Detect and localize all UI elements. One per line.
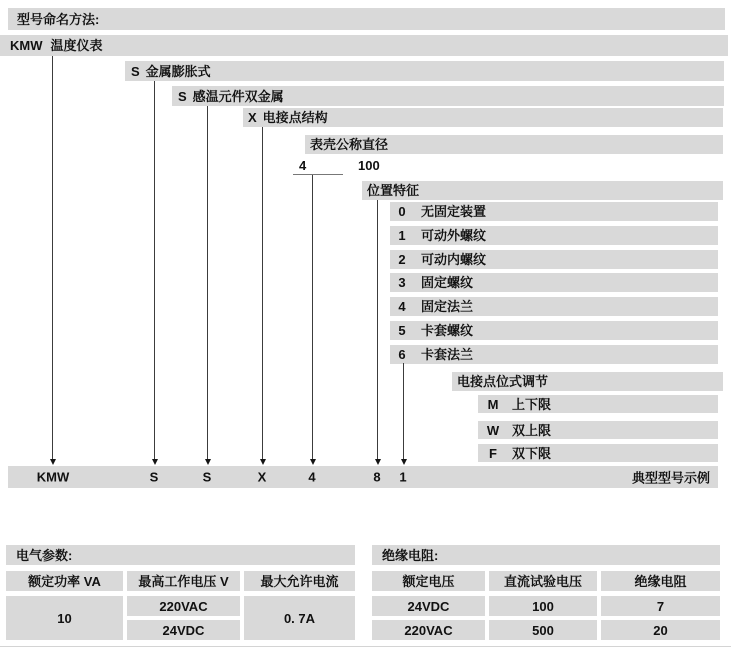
example-code-4: 4 [308,469,316,485]
diameter-tick-line [293,174,343,175]
item-code: 4 [398,299,406,314]
electrical-title-text: 电气参数: [16,547,73,563]
position-item-5 [390,321,718,340]
example-code-8: 8 [373,469,381,485]
connector-arrow-diameter [312,175,313,459]
position-item-6 [390,345,718,364]
example-code-x: X [257,469,267,485]
insulation-header-test [489,571,597,591]
item-code: F [489,445,497,461]
position-item-0 [390,202,718,221]
insulation-cell-r0c2 [601,596,720,616]
insulation-cell-r1c2 [601,620,720,640]
example-code-1: 1 [399,469,407,485]
electrical-cell-current [244,596,355,640]
diameter-header-bar [305,135,723,154]
item-label: 无固定装置 [421,204,487,219]
cell-text: 100 [532,598,554,614]
position-item-3 [390,273,718,292]
page-bottom-divider [0,646,731,647]
item-label: 上下限 [512,396,552,412]
insulation-table-title [372,545,720,565]
item-code: 5 [398,323,406,338]
cell-text: 220VAC [159,598,208,614]
position-item-4 [390,297,718,316]
level-label: 金属膨胀式 [145,63,211,79]
header-text: 额定功率 VA [28,573,101,589]
item-code: 3 [398,275,406,290]
insulation-cell-r0c0 [372,596,485,616]
example-code-s1: S [149,469,159,485]
section-title-bar [8,8,725,30]
cell-text: 220VAC [404,622,453,638]
diameter-value: 100 [358,158,380,173]
level-label: 电接点结构 [262,110,328,125]
example-caption: 典型型号示例 [631,470,710,486]
item-code: 6 [398,347,406,362]
example-model-bar [8,466,718,488]
insulation-header-resistance [601,571,720,591]
cell-text: 7 [656,598,665,614]
example-code-s2: S [202,469,212,485]
adjustment-header: 电接点位式调节 [457,374,549,389]
item-label: 可动内螺纹 [421,252,487,267]
level-code: S [131,63,140,79]
adjustment-item-m [478,395,718,413]
header-text: 直流试验电压 [503,573,582,589]
cell-text: 24VDC [407,598,450,614]
cell-text: 20 [653,622,668,638]
item-label: 卡套螺纹 [421,323,474,338]
electrical-header-voltage [127,571,240,591]
header-text: 额定电压 [402,573,455,589]
insulation-cell-r1c0 [372,620,485,640]
electrical-cell-voltage-ac [127,596,240,616]
item-code: 1 [398,228,406,243]
header-text: 最大允许电流 [260,573,339,589]
position-header-bar [362,181,723,200]
item-code: 0 [398,204,406,219]
item-code: 2 [398,252,406,267]
connector-arrow-position [377,200,378,459]
cell-text: 0. 7A [283,610,316,626]
electrical-header-current [244,571,355,591]
insulation-cell-r0c1 [489,596,597,616]
item-label: 双下限 [512,445,552,461]
level-label: 感温元件双金属 [192,88,284,104]
item-label: 可动外螺纹 [421,228,487,243]
header-text: 绝缘电阻 [634,573,687,589]
diameter-header: 表壳公称直径 [310,137,389,152]
item-label: 固定螺纹 [421,275,474,290]
level-code: X [248,110,257,125]
cell-text: 10 [57,610,72,626]
item-label: 固定法兰 [421,299,474,314]
level-code: KMW [10,38,43,53]
level-bar-s1 [125,61,724,81]
connector-arrow-position-item [403,363,404,459]
connector-arrow-s2 [207,106,208,459]
adjustment-item-w [478,421,718,439]
insulation-cell-r1c1 [489,620,597,640]
item-label: 双上限 [512,422,552,438]
electrical-cell-power [6,596,123,640]
connector-arrow-x [262,127,263,459]
electrical-cell-voltage-dc [127,620,240,640]
item-code: W [486,422,500,438]
insulation-title-text: 绝缘电阻: [382,547,439,563]
adjustment-header-bar [452,372,723,391]
position-item-1 [390,226,718,245]
level-code: S [178,88,187,104]
level-label: 温度仪表 [50,38,103,53]
connector-arrow-kmw [52,56,53,459]
item-label: 卡套法兰 [421,347,474,362]
connector-arrow-s1 [154,81,155,459]
level-bar-kmw [0,35,728,56]
diameter-code: 4 [299,158,307,173]
cell-text: 24VDC [162,622,205,638]
level-bar-s2 [172,86,724,106]
position-item-2 [390,250,718,269]
header-text: 最高工作电压 V [138,573,229,589]
cell-text: 500 [532,622,554,638]
insulation-header-rated [372,571,485,591]
adjustment-item-f [478,444,718,462]
item-code: M [487,396,499,412]
position-header: 位置特征 [367,183,420,198]
example-code-kmw: KMW [36,469,70,485]
electrical-header-power [6,571,123,591]
section-title: 型号命名方法: [17,11,100,27]
electrical-table-title [6,545,355,565]
level-bar-x [243,108,723,127]
